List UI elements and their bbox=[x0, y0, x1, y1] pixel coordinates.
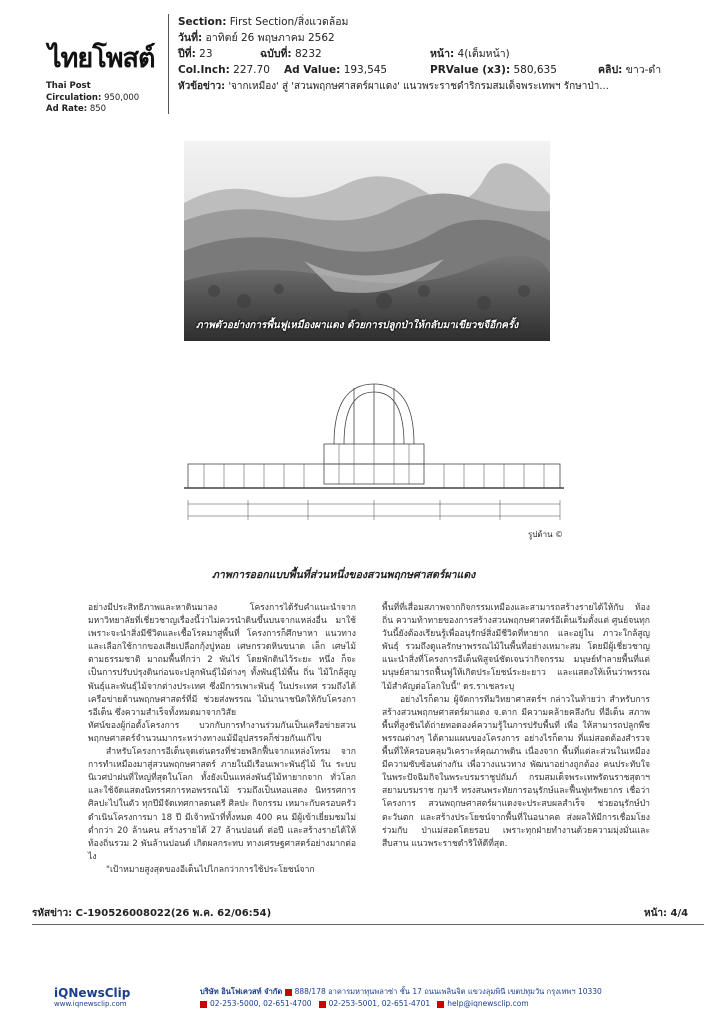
drawing-caption: ภาพการออกแบบพื้นที่ส่วนหนึ่งของสวนพฤกษศาสตร์ผาแดง bbox=[212, 569, 476, 581]
provider-bar bbox=[32, 986, 704, 1014]
news-code: รหัสข่าว: C-190526008022(26 พ.ค. 62/06:54) bbox=[32, 908, 272, 919]
paragraph: ทัศน์ของผู้ก่อตั้งโครงการ บวกกับการทำงานร่วมกันเป็นเครือข่ายสวน พฤกษศาสตร์จำนวนมากระหว่างทางแม้มีอุปสรรคก็ช่วยกันแก้ไข bbox=[88, 720, 356, 744]
headline-field: หัวข้อข่าว: 'จากเหมือง' สู่ 'สวนพฤกษศาสตร์ผาแดง' แนวพระราชดำริกรมสมเด็จพระเทพฯ รักษาป่า... bbox=[178, 81, 609, 92]
clip-header bbox=[32, 14, 704, 122]
section-field: Section: First Section/สิ่งแวดล้อม bbox=[178, 16, 349, 28]
year-field: ปีที่: 23 bbox=[178, 48, 213, 60]
clip-field: คลิป: ขาว-ดำ bbox=[598, 64, 662, 76]
page-field: หน้า: 4(เต็มหน้า) bbox=[430, 48, 510, 60]
paragraph: สำหรับโครงการอีเด็นจุดเด่นตรงที่ช่วยพลิกฟื้นจากแหล่งโทรม จากการทำเหมืองมาสู่สวนพฤกษศาสตร์ ภายในมีเรือนเพาะพันธุ์ไม้ ใน ระบบนิเวศป่าฝนที่ใหญ่ที่สุดในโลก ทั้งยังเป็นแหล่งพันธุ์ไม้หายากจาก ทั่วโลกและใช้จัดแสดงนิทรรศการหอพรรณไม้ รวมถึงเป็นหอแสดง นิทรรศการศิลปะไปในตัว ทุกปีมีจัดเทศกาลดนตรี ศิลปะ กิจกรรม เหมาะกับครอบครัว ดำเนินโครงการมา 18 ปี มีเจ้าหน้าที่ทั้งหมด 400 คน มีผู้เข้าเยี่ยมชมไม่ต่ำกว่า 20 ล้านคน สร้างรายได้ 27 ล้านปอนด์ ต่อปี และสร้างรายได้ให้ท้องถิ่นรวม 2 พันล้านปอนด์ เกิดผลกระทบ ทางเศรษฐศาสตร์อย่างมากต่อไง bbox=[88, 747, 356, 862]
footer-page: หน้า: 4/4 bbox=[644, 908, 689, 919]
fax-icon bbox=[319, 1001, 326, 1008]
article-column-1 bbox=[88, 602, 356, 877]
paragraph: พื้นที่ที่เสื่อมสภาพจากกิจกรรมเหมืองและสามารถสร้างรายได้ให้กับ ท้องถิ่น ความท้าทายของการสร้างสวนพฤกษศาสตร์อีเด็นเริ่มตั้งแต่ ศูนย์จนทุกวันนี้ยังต้องเรียนรู้เพื่ออนุรักษ์สิ่งมีชีวิตที่หายาก และอยู่ใน ภาวะใกล้สูญพันธุ์ รวมถึงดูแลรักษาพรรณไม้ในพื้นที่อย่างเหมาะสม โดยมีผู้เชี่ยวชาญแนะนำสิ่งที่โครงการอีเด็นพิสูจน์ชัดเจนว่ากิจกรรม มนุษย์ทำลายพื้นที่แต่มนุษย์สามารถฟื้นฟูให้เกิดประโยชน์ระยะยาว และแสดงให้เห็นว่าพรรณไม้สำคัญต่อโลกใบนี้" ดร.ราเชลระบุ bbox=[382, 603, 650, 692]
email-link[interactable]: help@iqnewsclip.com bbox=[447, 999, 529, 1008]
provider-info: บริษัท อินโฟเควสท์ จำกัด 888/178 อาคารมหาทุนพลาซ่า ชั้น 17 ถนนเพลินจิต แขวงลุมพินี เขตปทุมวัน กรุงเทพฯ 10330 02-253-5000, 02-651-4700 02-253-5001, 02-651-4701 help@iqnewsclip.com bbox=[200, 987, 602, 1008]
date-field: วันที่: อาทิตย์ 26 พฤษภาคม 2562 bbox=[178, 32, 335, 44]
article-column-2 bbox=[382, 602, 650, 851]
paper-logo: ไทยโพสต์ bbox=[48, 43, 155, 74]
footer-divider bbox=[32, 924, 704, 925]
photo-caption: ภาพตัวอย่างการพื้นฟูเหมืองผาแดง ด้วยการปลูกป่าให้กลับมาเขียวขจีอีกครั้ง bbox=[196, 320, 519, 331]
email-icon bbox=[437, 1001, 444, 1008]
colinch-field: Col.Inch: 227.70 bbox=[178, 64, 270, 76]
paragraph: "เป้าหมายสูงสุดของอีเด็นไปไกลกว่าการใช้ประโยชน์จาก bbox=[106, 864, 315, 875]
elevation-drawing bbox=[184, 378, 564, 548]
paragraph: อย่างมีประสิทธิภาพและหาดินมาลง โครงการได้รับคำแนะนำจาก มหาวิทยาลัยที่เชี่ยวชาญเรื่องนี้ว่าไม่ควรนำดินขึ้นบนจากแหล่งอื่น มาใช้ เพราะจะนำสิ่งมีชีวิตและเชื้อโรคมาสู่พื้นที่ โครงการก็ศึกษาหา แนวทางและเลือกใช้กากของเสียเปลือกกุ้งปูหอย เศษกรวดหินขนาด เล็ก เศษไม้ตามธรรมชาติ มาถมพื้นที่กว่า 2 พันไร่ โดยพักดินไว้ระยะ หนึ่ง ก็จะเป็นการปรับปรุงดินก่อนจะปลูกพันธุ์ไม้ต่างๆ ทั้งพันธุ์ไม้พื้น ถิ่น ไม้ใกล้สูญพันธุ์และพันธุ์ไม้จากต่างประเทศ ซึ่งมีการเพาะพันธุ์ ในประเทศ รวมถึงได้เครือข่ายด้านพฤกษศาสตร์ที่มี ช่วยส่งพรรณ ไม้นานาชนิดให้กับโครงการอีเด็น ซึ่งความสำเร็จทั้งหมดมาจากวิสัย bbox=[88, 603, 356, 718]
paper-name: Thai Post bbox=[46, 81, 91, 91]
issue-field: ฉบับที่: 8232 bbox=[260, 48, 322, 60]
circulation: Circulation: 950,000 bbox=[46, 93, 140, 103]
prvalue-field: PRValue (x3): 580,635 bbox=[430, 64, 557, 76]
drawing-label: รูปด้าน © bbox=[528, 530, 564, 539]
paragraph: อย่างไรก็ตาม ผู้จัดการทีมวิทยาศาสตร์ฯ กล่าวในท้ายว่า สำหรับการสร้างสวนพฤกษศาสตร์ผาแดง จ.ตาก มีความคล้ายคลึงกับ ที่อีเด็น สภาพพื้นที่สูงชันได้ถ่ายทอดองค์ความรู้ในการปรับพื้นที่ เพื่อ ให้สามารถปลูกพืชพรรณต่างๆ ได้ตามแผนของโครงการ อย่างไรก็ตาม ที่แม่สอดต้องสำรวจพื้นที่ให้ครอบคลุมวิเคราะห์คุณภาพดิน เนื่องจาก พื้นที่แต่ละส่วนในเหมืองมีความซับซ้อนต่างกัน เพื่อวางแนวทาง พัฒนาอย่างถูกต้อง คนประทับใจในพระปัจฉิมกิจในพระบรมราชูปถัมภ์ กรมสมเด็จพระเทพรัตนราชสุดาฯ สยามบรมราช กุมารี ทรงสนพระทัยการอนุรักษ์และฟื้นฟูทรัพยากร เชื่อว่าโครงการ สวนพฤกษศาสตร์ผาแดงจะประสบผลสำเร็จ ช่วยอนุรักษ์ป่าตะวันตก และสร้างประโยชน์จากพื้นที่ในอนาคต ส่งผลให้มีการเชื่อมโยงร่วมกับ ป่าแม่สอดโดยรอบ เพราะทุกฝ่ายทำงานด้วยความมุ่งมั่นและสืบสาน แนวพระราชดำริให้ดีที่สุด. bbox=[382, 694, 650, 849]
landscape-photo bbox=[184, 141, 550, 341]
paper-info-box bbox=[32, 14, 169, 114]
advalue-field: Ad Value: 193,545 bbox=[284, 64, 388, 76]
iqnewsclip-logo: iQNewsClip www.iqnewsclip.com bbox=[54, 986, 131, 1008]
phone-icon bbox=[200, 1001, 207, 1008]
square-icon bbox=[285, 989, 292, 996]
ad-rate: Ad Rate: 850 bbox=[46, 104, 107, 114]
